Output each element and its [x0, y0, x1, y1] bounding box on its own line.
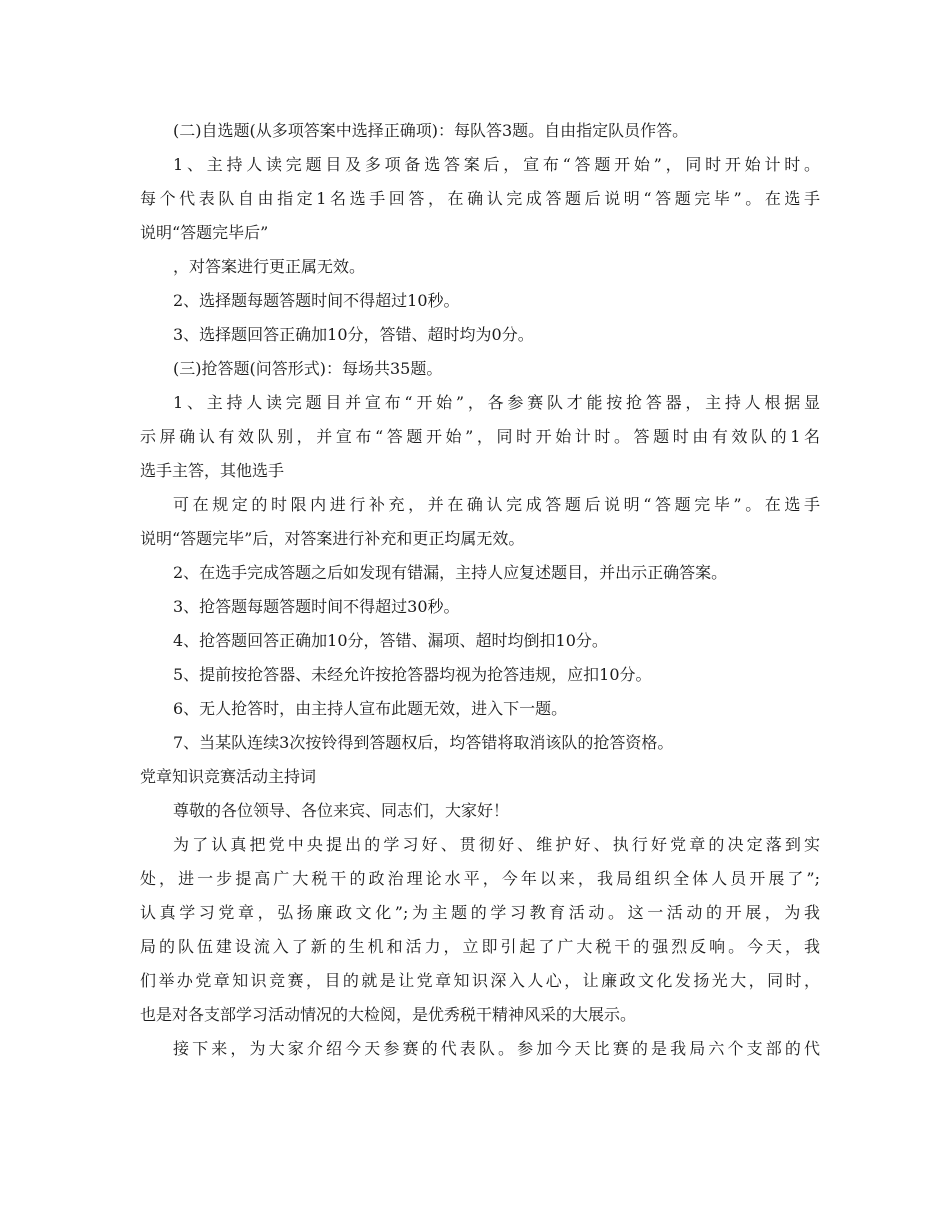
text-line: 认真学习党章，弘扬廉政文化”;为主题的学习教育活动。这一活动的开展，为我 [140, 903, 820, 922]
text-line: 选手主答，其他选手 [140, 461, 285, 480]
text-line: ，对答案进行更正属无效。 [173, 257, 366, 276]
text-line: 每个代表队自由指定1名选手回答，在确认完成答题后说明“答题完毕”。在选手 [140, 189, 820, 208]
text-line: 为了认真把党中央提出的学习好、贯彻好、维护好、执行好党章的决定落到实 [173, 835, 820, 854]
text-line: 局的队伍建设流入了新的生机和活力，立即引起了广大税干的强烈反响。今天，我 [140, 937, 820, 956]
text-line: 说明“答题完毕后” [140, 223, 269, 242]
text-line: 5、提前按抢答器、未经允许按抢答器均视为抢答违规，应扣10分。 [173, 665, 652, 684]
text-line: 示屏确认有效队别，并宣布“答题开始”，同时开始计时。答题时由有效队的1名 [140, 427, 820, 446]
text-line: 处，进一步提高广大税干的政治理论水平，今年以来，我局组织全体人员开展了”; [140, 869, 820, 888]
text-line: (二)自选题(从多项答案中选择正确项)：每队答3题。自由指定队员作答。 [173, 121, 689, 140]
text-line: 3、选择题回答正确加10分，答错、超时均为0分。 [173, 325, 534, 344]
text-line: 接下来，为大家介绍今天参赛的代表队。参加今天比赛的是我局六个支部的代 [173, 1039, 820, 1058]
text-line: 可在规定的时限内进行补充，并在确认完成答题后说明“答题完毕”。在选手 [173, 495, 820, 514]
text-line: 2、选择题每题答题时间不得超过10秒。 [173, 291, 460, 310]
document-body [140, 114, 820, 1066]
text-line: 2、在选手完成答题之后如发现有错漏，主持人应复述题目，并出示正确答案。 [173, 563, 728, 582]
text-line: 7、当某队连续3次按铃得到答题权后，均答错将取消该队的抢答资格。 [173, 733, 674, 752]
text-line: 说明“答题完毕”后，对答案进行补充和更正均属无效。 [140, 529, 525, 548]
text-line: 4、抢答题回答正确加10分，答错、漏项、超时均倒扣10分。 [173, 631, 608, 650]
text-line: 1、主持人读完题目及多项备选答案后，宣布“答题开始”，同时开始计时。 [173, 155, 820, 174]
text-line: 尊敬的各位领导、各位来宾、同志们，大家好！ [173, 801, 510, 820]
text-line: 3、抢答题每题答题时间不得超过30秒。 [173, 597, 460, 616]
text-line: (三)抢答题(问答形式)：每场共35题。 [173, 359, 443, 378]
text-line: 也是对各支部学习活动情况的大检阅，是优秀税干精神风采的大展示。 [140, 1005, 637, 1024]
section-heading: 党章知识竞赛活动主持词 [140, 767, 317, 786]
text-line: 6、无人抢答时，由主持人宣布此题无效，进入下一题。 [173, 699, 568, 718]
text-line: 1、主持人读完题目并宣布“开始”，各参赛队才能按抢答器，主持人根据显 [173, 393, 820, 412]
text-line: 们举办党章知识竞赛，目的就是让党章知识深入人心，让廉政文化发扬光大，同时， [140, 971, 820, 990]
